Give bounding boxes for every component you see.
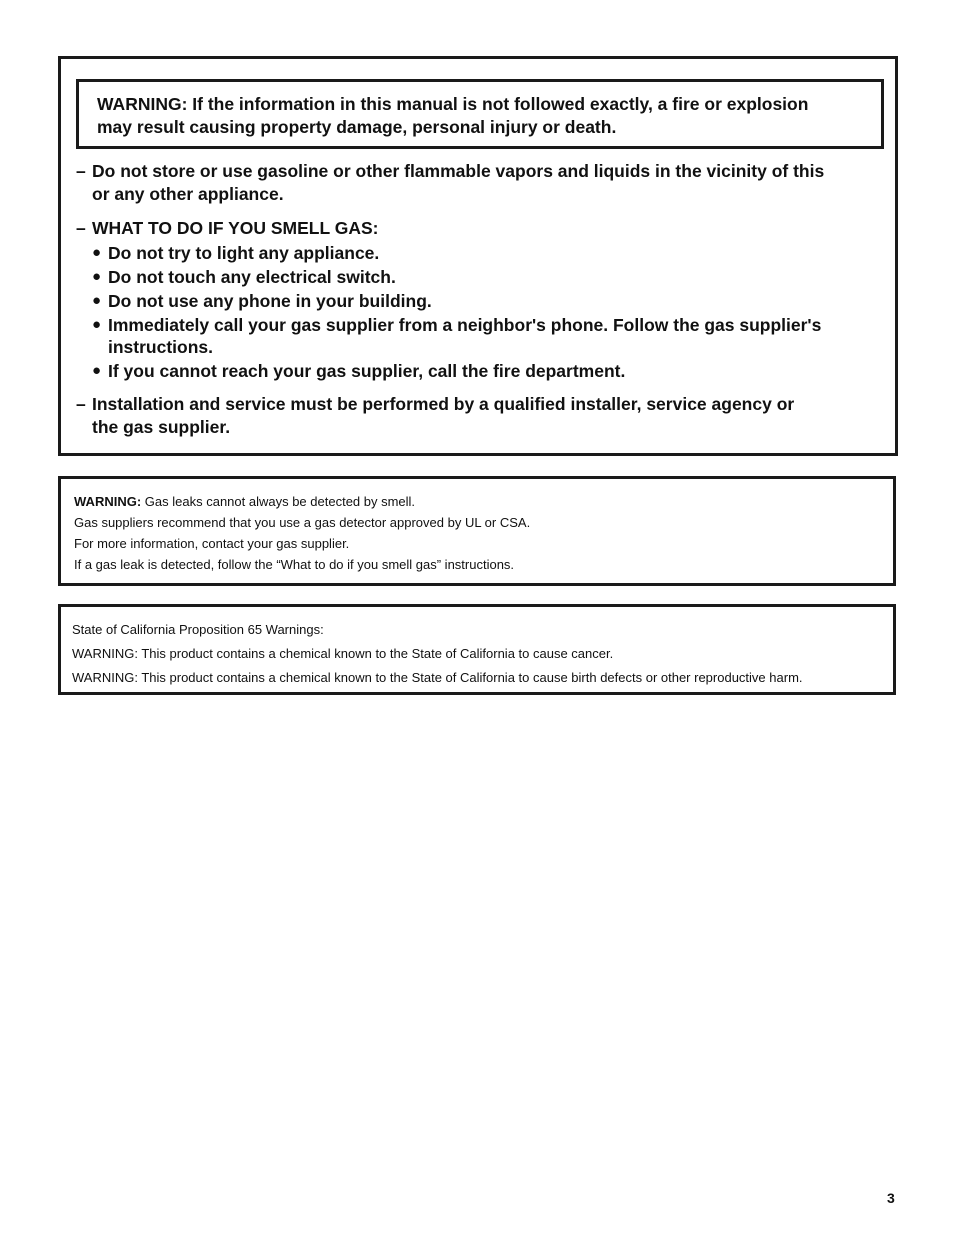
fire-explosion-warning-header	[76, 79, 884, 149]
leak-line-2: Gas suppliers recommend that you use a gas detector approved by UL or CSA.	[74, 515, 531, 530]
bullet-icon: ●	[92, 362, 102, 379]
leak-line-1	[74, 491, 893, 512]
prop65-reproductive-warning: WARNING: This product contains a chemical known to the State of California to cause birth defects or other reproductive harm.	[72, 670, 803, 685]
bullet-text: Do not touch any electrical switch.	[108, 267, 396, 287]
list-item	[92, 242, 886, 264]
prop65-cancer-warning: WARNING: This product contains a chemical known to the State of California to cause cancer.	[72, 646, 614, 661]
smell-gas-title: WHAT TO DO IF YOU SMELL GAS:	[92, 218, 379, 238]
bullet-icon: ●	[92, 316, 102, 333]
smell-gas-bullet-list	[92, 242, 886, 382]
list-item	[92, 290, 886, 312]
gas-safety-instructions	[76, 160, 886, 439]
dash-marker: –	[76, 394, 86, 414]
flammable-storage-line-2: or any other appliance.	[92, 184, 284, 204]
list-item	[92, 360, 886, 382]
bullet-icon: ●	[92, 244, 102, 261]
qualified-installer-item	[76, 393, 886, 439]
list-item	[92, 314, 886, 358]
flammable-storage-item	[76, 160, 886, 206]
bullet-text: Do not use any phone in your building.	[108, 291, 432, 311]
prop65-warning-box	[58, 604, 896, 695]
bullet-icon: ●	[92, 268, 102, 285]
qualified-installer-line-1: Installation and service must be performed by a qualified installer, service agency or	[92, 394, 795, 414]
smell-gas-item	[76, 217, 886, 382]
warning-header-line-2: may result causing property damage, personal injury or death.	[97, 117, 617, 137]
warning-header-line-1: WARNING: If the information in this manual is not followed exactly, a fire or explosion	[97, 94, 809, 114]
bullet-text-line-1: Immediately call your gas supplier from a neighbor's phone. Follow the gas supplier's	[108, 315, 822, 335]
dash-marker: –	[76, 161, 86, 181]
bullet-text: Do not try to light any appliance.	[108, 243, 380, 263]
bullet-icon: ●	[92, 292, 102, 309]
leak-line-3: For more information, contact your gas supplier.	[74, 536, 350, 551]
leak-line-1-text: Gas leaks cannot always be detected by smell.	[144, 494, 416, 509]
bullet-text: If you cannot reach your gas supplier, call the fire department.	[108, 361, 626, 381]
leak-line-4: If a gas leak is detected, follow the “What to do if you smell gas” instructions.	[74, 557, 515, 572]
page-number: 3	[887, 1190, 895, 1206]
prop65-heading: State of California Proposition 65 Warnings:	[72, 622, 324, 637]
gas-leak-detection-box	[58, 476, 896, 586]
bullet-text-line-2: instructions.	[108, 337, 214, 357]
gas-safety-warning-box	[58, 56, 898, 456]
flammable-storage-line-1: Do not store or use gasoline or other flammable vapors and liquids in the vicinity of this	[92, 161, 825, 181]
warning-label: WARNING:	[74, 494, 142, 509]
list-item	[92, 266, 886, 288]
dash-marker: –	[76, 218, 86, 238]
qualified-installer-line-2: the gas supplier.	[92, 417, 231, 437]
